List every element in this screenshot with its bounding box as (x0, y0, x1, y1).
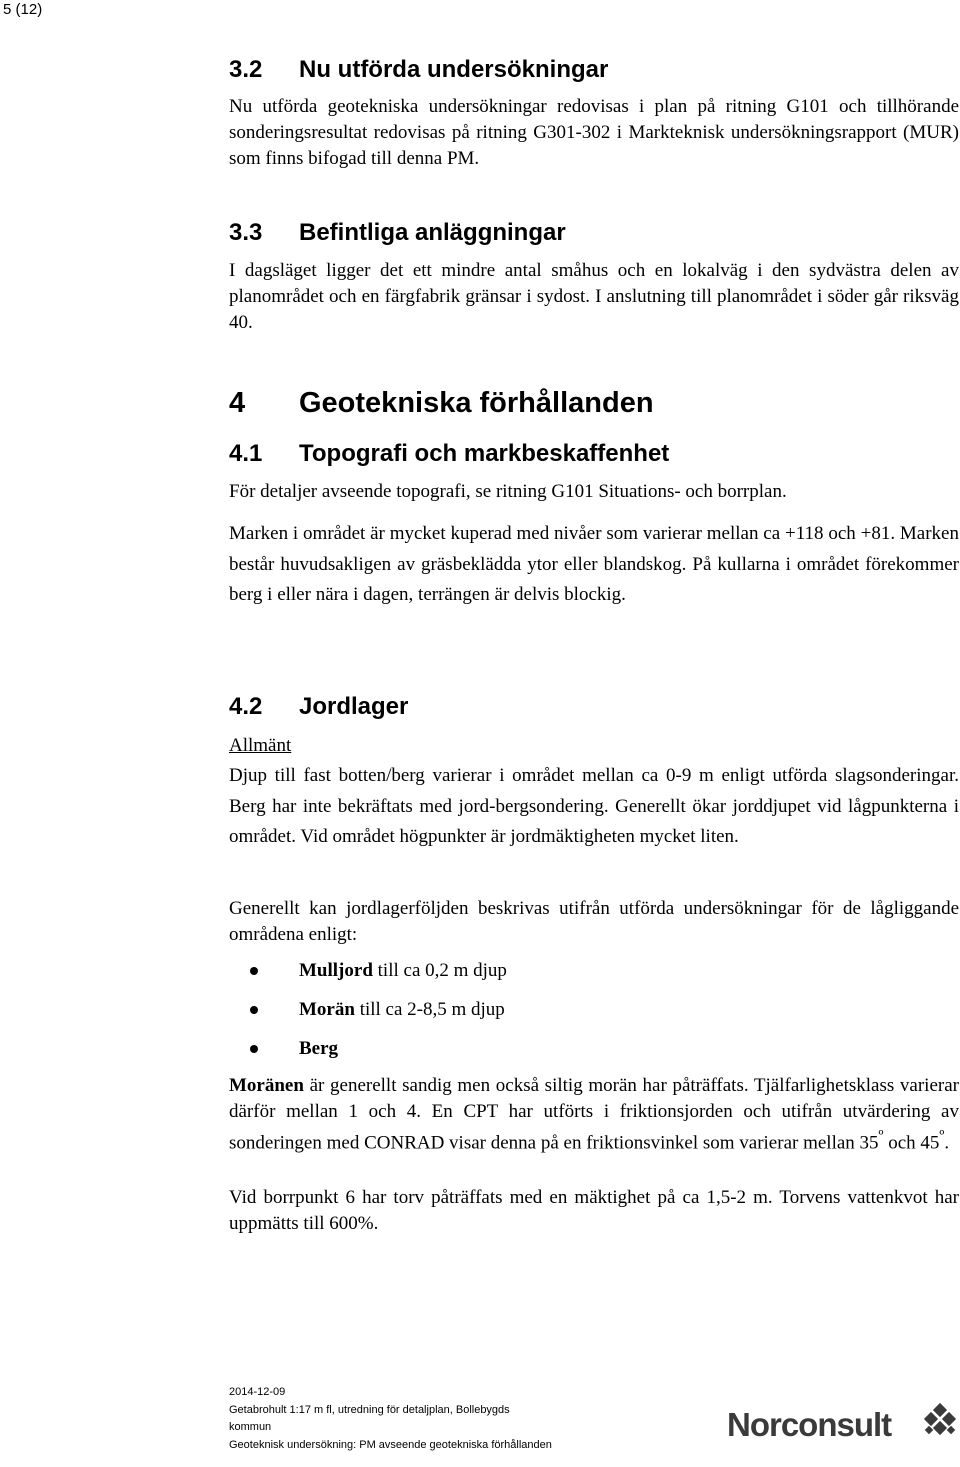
heading-number: 4.1 (229, 440, 263, 467)
heading-title: Jordlager (299, 693, 409, 720)
list-item-term: Morän (299, 999, 355, 1020)
soil-layer-list (229, 958, 959, 1075)
subheading-allmant: Allmänt (229, 735, 292, 756)
list-item (229, 958, 959, 997)
paragraph-3-2: Nu utförda geotekniska undersökningar redovisas i plan på ritning G101 och tillhörande sonderingsresultat redovisas på ritning G301-302 i Markteknisk undersökningsrapport (MUR) som finns bifogad till denna PM. (229, 96, 959, 169)
list-item-text: till ca 2-8,5 m djup (354, 999, 505, 1020)
heading-title: Topografi och markbeskaffenhet (299, 440, 670, 467)
bullet-icon (250, 1045, 258, 1053)
paragraph-3-3: I dagsläget ligger det ett mindre antal småhus och en lokalväg i den sydvästra delen av planområdet och en färgfabrik gränsar i sydost. I anslutning till planområdet i söder går riksväg 40. (229, 260, 959, 333)
list-item (229, 1036, 959, 1075)
heading-number: 4.2 (229, 693, 263, 720)
paragraph-text: är generellt sandig men också siltig morän har påträffats. Tjälfarlighetsklass varierar därför mellan 1 och 4. En CPT har utförts i friktionsjorden och utifrån utvärdering av sonderingen med CONRAD visar denna på en friktionsvinkel som varierar mellan 35 (229, 1075, 959, 1154)
page-footer (229, 1384, 552, 1454)
footer-date: 2014-12-09 (229, 1386, 286, 1398)
heading-title: Befintliga anläggningar (299, 219, 566, 246)
bullet-icon (250, 967, 258, 975)
heading-number: 3.3 (229, 219, 263, 246)
paragraph-4-1-b: Marken i området är mycket kuperad med nivåer som varierar mellan ca +118 och +81. Marken består huvudsakligen av gräsbeklädda ytor eller blandskog. På kullarna i området förekommer berg i eller nära i dagen, terrängen är delvis blockig. (229, 523, 959, 605)
diamond-logo-icon (920, 1403, 960, 1443)
paragraph-4-1-a: För detaljer avseende topografi, se ritning G101 Situations- och borrplan. (229, 481, 787, 502)
page-number: 5 (12) (3, 1, 43, 18)
heading-4-1 (229, 439, 669, 469)
footer-document-title: Geoteknisk undersökning: PM avseende geotekniska förhållanden (229, 1438, 552, 1451)
heading-3-3 (229, 218, 566, 248)
heading-title: Nu utförda undersökningar (299, 56, 609, 83)
footer-project: Getabrohult 1:17 m fl, utredning för detaljplan, Bollebygds (229, 1403, 510, 1416)
paragraph-4-2-c (229, 1073, 959, 1156)
footer-municipality: kommun (229, 1421, 272, 1433)
logo-wordmark: Norconsult (727, 1406, 892, 1443)
paragraph-4-2-b: Generellt kan jordlagerföljden beskrivas utifrån utförda undersökningar för de lågliggande områdena enligt: (229, 898, 959, 945)
heading-number: 4 (229, 387, 246, 419)
paragraph-4-2-d: Vid borrpunkt 6 har torv påträffats med en mäktighet på ca 1,5-2 m. Torvens vattenkvot har uppmätts till 600%. (229, 1187, 959, 1234)
list-item-text: till ca 0,2 m djup (372, 960, 507, 981)
bullet-icon (250, 1006, 258, 1014)
heading-title: Geotekniska förhållanden (299, 387, 654, 419)
heading-4-2 (229, 692, 408, 722)
heading-number: 3.2 (229, 56, 263, 83)
paragraph-text: . (944, 1132, 950, 1154)
degree-sign: º (878, 1128, 884, 1145)
norconsult-logo (727, 1401, 959, 1451)
degree-sign: º (939, 1128, 945, 1145)
paragraph-4-2-a: Djup till fast botten/berg varierar i området mellan ca 0-9 m enligt utförda slagsonderingar. Berg har inte bekräftats med jord-bergsondering. Generellt ökar jorddjupet vid lågpunkterna i området. Vid området högpunkter är jordmäktigheten mycket liten. (229, 765, 959, 847)
paragraph-term: Moränen (229, 1075, 304, 1096)
list-item-term: Berg (299, 1038, 339, 1059)
list-item-term: Mulljord (299, 960, 373, 981)
heading-4 (229, 386, 654, 420)
paragraph-text: och 45 (883, 1132, 940, 1154)
list-item (229, 997, 959, 1036)
heading-3-2 (229, 55, 608, 85)
